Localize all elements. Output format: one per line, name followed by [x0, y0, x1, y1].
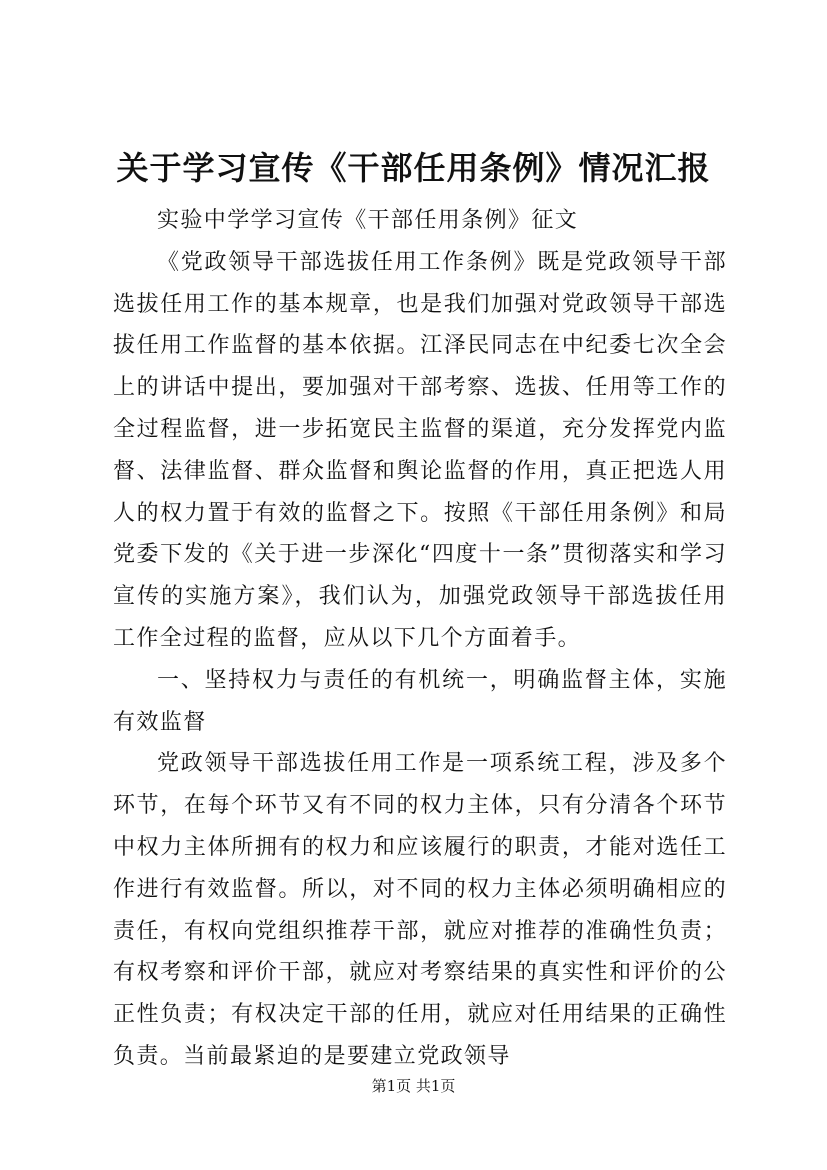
page-footer: 第1页 共1页	[371, 1077, 456, 1095]
subtitle-paragraph: 实验中学学习宣传《干部任用条例》征文	[157, 208, 579, 233]
section-heading: 一、坚持权力与责任的有机统一，明确监督主体，实施有效监督	[113, 667, 727, 735]
document-body	[113, 200, 727, 1078]
body-paragraph: 《党政领导干部选拔任用工作条例》既是党政领导干部选拔任用工作的基本规章，也是我们加强对党政领导干部选拔任用工作监督的基本依据。江泽民同志在中纪委七次全会上的讲话中提出，要加强对干部考察、选拔、任用等工作的全过程监督，进一步拓宽民主监督的渠道，充分发挥党内监督、法律监督、群众监督和舆论监督的作用，真正把选人用人的权力置于有效的监督之下。按照《干部任用条例》和局党委下发的《关于进一步深化“四度十一条”贯彻落实和学习宣传的实施方案》，我们认为，加强党政领导干部选拔任用工作全过程的监督，应从以下几个方面着手。	[113, 249, 727, 651]
document-title: 关于学习宣传《干部任用条例》情况汇报	[116, 149, 711, 187]
body-paragraph: 党政领导干部选拔任用工作是一项系统工程，涉及多个环节，在每个环节又有不同的权力主体，只有分清各个环节中权力主体所拥有的权力和应该履行的职责，才能对选任工作进行有效监督。所以，对不同的权力主体必须明确相应的责任，有权向党组织推荐干部，就应对推荐的准确性负责；有权考察和评价干部，就应对考察结果的真实性和评价的公正性负责；有权决定干部的任用，就应对任用结果的正确性负责。当前最紧迫的是要建立党政领导	[113, 751, 727, 1069]
